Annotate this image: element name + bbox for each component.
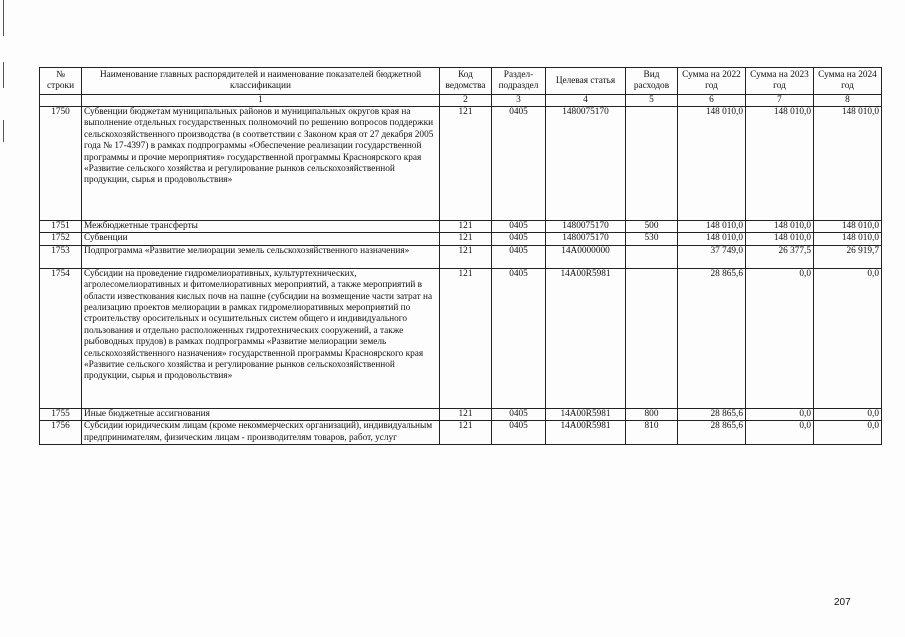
- row-sum-2022: 28 865,6: [678, 421, 746, 445]
- row-sum-2024: 0,0: [814, 408, 882, 420]
- row-number: 1756: [40, 421, 82, 445]
- column-number: 8: [814, 95, 882, 107]
- row-section: 0405: [492, 221, 546, 233]
- row-sum-2024: 148 010,0: [814, 221, 882, 233]
- row-target-article: 14А0000000: [546, 245, 626, 268]
- row-dept-code: 121: [440, 268, 492, 408]
- row-section: 0405: [492, 245, 546, 268]
- row-sum-2023: 148 010,0: [746, 107, 814, 221]
- row-sum-2022: 148 010,0: [678, 107, 746, 221]
- row-dept-code: 121: [440, 221, 492, 233]
- column-number: 1: [82, 95, 440, 107]
- header-target-article: Целевая статья: [546, 68, 626, 95]
- header-section: Раздел-подраздел: [492, 68, 546, 95]
- table-row: [40, 107, 882, 221]
- row-sum-2024: 26 919,7: [814, 245, 882, 268]
- row-target-article: 14А00R5981: [546, 421, 626, 445]
- header-sum-2023: Сумма на 2023 год: [746, 68, 814, 95]
- budget-table: [39, 67, 882, 445]
- header-name: Наименование главных распорядителей и наименование показателей бюджетной классификации: [82, 68, 440, 95]
- row-name: Субвенции: [82, 233, 440, 245]
- row-sum-2023: 148 010,0: [746, 233, 814, 245]
- header-sum-2022: Сумма на 2022 год: [678, 68, 746, 95]
- row-target-article: 1480075170: [546, 233, 626, 245]
- row-sum-2024: 148 010,0: [814, 107, 882, 221]
- row-dept-code: 121: [440, 107, 492, 221]
- row-name: Подпрограмма «Развитие мелиорации земель сельскохозяйственного назначения»: [82, 245, 440, 268]
- row-target-article: 1480075170: [546, 107, 626, 221]
- row-sum-2024: 0,0: [814, 268, 882, 408]
- row-section: 0405: [492, 233, 546, 245]
- table-row: [40, 221, 882, 233]
- row-name: Субсидии на проведение гидромелиоративных, культуртехнических, агролесомелиоративных и фитомелиоративных мероприятий, а также мероприятий в области известкования кислых почв на пашне (субсидии на возмещение части затрат на реализацию проектов мелиорации в рамках гидромелиоративных мероприятий по строительству оросительных и осушительных систем общего и индивидуального пользования и отдельно расположенных гидротехнических сооружений, а также рыбоводных прудов) в рамках подпрограммы «Развитие мелиорации земель сельскохозяйственного назначения» государственной программы Красноярского края «Развитие сельского хозяйства и регулирование рынков сельскохозяйственной продукции, сырья и продовольствия»: [82, 268, 440, 408]
- row-sum-2023: 0,0: [746, 268, 814, 408]
- column-number: 7: [746, 95, 814, 107]
- scan-margin-mark: [3, 62, 4, 88]
- row-number: 1751: [40, 221, 82, 233]
- row-name: Межбюджетные трансферты: [82, 221, 440, 233]
- row-sum-2023: 0,0: [746, 408, 814, 420]
- header-row: [40, 68, 882, 95]
- row-expense-type: [626, 107, 678, 221]
- table-row: [40, 245, 882, 268]
- row-number: 1752: [40, 233, 82, 245]
- row-expense-type: 810: [626, 421, 678, 445]
- column-number: 2: [440, 95, 492, 107]
- page-number: 207: [834, 597, 851, 608]
- row-sum-2023: 148 010,0: [746, 221, 814, 233]
- column-number: [40, 95, 82, 107]
- row-target-article: 14А00R5981: [546, 408, 626, 420]
- row-number: 1754: [40, 268, 82, 408]
- row-sum-2024: 0,0: [814, 421, 882, 445]
- table-row: [40, 268, 882, 408]
- row-sum-2023: 26 377,5: [746, 245, 814, 268]
- row-number: 1755: [40, 408, 82, 420]
- column-number: 6: [678, 95, 746, 107]
- row-sum-2022: 28 865,6: [678, 408, 746, 420]
- row-name: Иные бюджетные ассигнования: [82, 408, 440, 420]
- header-row-number: № строки: [40, 68, 82, 95]
- row-section: 0405: [492, 107, 546, 221]
- row-sum-2024: 148 010,0: [814, 233, 882, 245]
- column-number: 4: [546, 95, 626, 107]
- row-expense-type: [626, 268, 678, 408]
- table-row: [40, 408, 882, 420]
- row-expense-type: 800: [626, 408, 678, 420]
- row-number: 1753: [40, 245, 82, 268]
- column-number: 3: [492, 95, 546, 107]
- row-dept-code: 121: [440, 421, 492, 445]
- scan-margin-mark: [3, 120, 4, 142]
- row-expense-type: 500: [626, 221, 678, 233]
- row-section: 0405: [492, 408, 546, 420]
- row-name: Субсидии юридическим лицам (кроме некоммерческих организаций), индивидуальным предпринимателям, физическим лицам - производителям товаров, работ, услуг: [82, 421, 440, 445]
- header-dept-code: Код ведомства: [440, 68, 492, 95]
- row-sum-2022: 148 010,0: [678, 221, 746, 233]
- table-row: [40, 421, 882, 445]
- row-number: 1750: [40, 107, 82, 221]
- row-target-article: 1480075170: [546, 221, 626, 233]
- row-name: Субвенции бюджетам муниципальных районов и муниципальных округов края на выполнение отдельных государственных полномочий по решению вопросов поддержки сельскохозяйственного производства (в соответствии с Законом края от 27 декабря 2005 года № 17-4397) в рамках подпрограммы «Обеспечение реализации государственной программы и прочие мероприятия» государственной программы Красноярского края «Развитие сельского хозяйства и регулирование рынков сельскохозяйственной продукции, сырья и продовольствия»: [82, 107, 440, 221]
- row-sum-2023: 0,0: [746, 421, 814, 445]
- row-expense-type: 530: [626, 233, 678, 245]
- row-sum-2022: 148 010,0: [678, 233, 746, 245]
- row-expense-type: [626, 245, 678, 268]
- row-section: 0405: [492, 268, 546, 408]
- header-sum-2024: Сумма на 2024 год: [814, 68, 882, 95]
- scan-margin-mark: [3, 0, 4, 36]
- table-row: [40, 233, 882, 245]
- row-sum-2022: 37 749,0: [678, 245, 746, 268]
- row-section: 0405: [492, 421, 546, 445]
- column-number: 5: [626, 95, 678, 107]
- row-dept-code: 121: [440, 233, 492, 245]
- row-sum-2022: 28 865,6: [678, 268, 746, 408]
- row-target-article: 14А00R5981: [546, 268, 626, 408]
- row-dept-code: 121: [440, 408, 492, 420]
- row-dept-code: 121: [440, 245, 492, 268]
- header-expense-type: Вид расходов: [626, 68, 678, 95]
- column-number-row: [40, 95, 882, 107]
